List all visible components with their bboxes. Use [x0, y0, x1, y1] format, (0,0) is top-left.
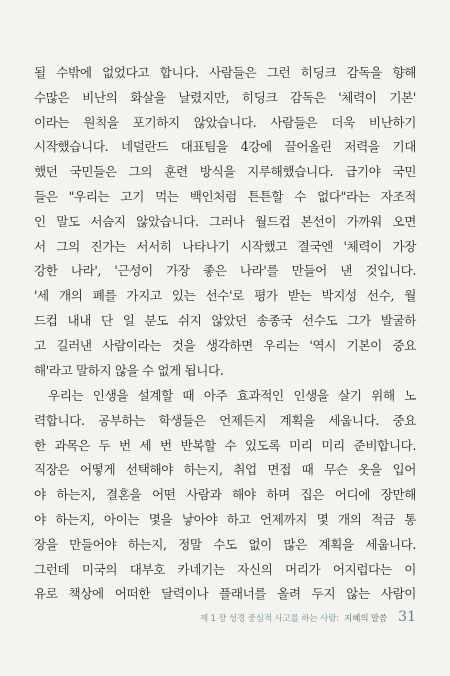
text-line: 했던 국민들은 그의 훈련 방식을 지루해했습니다. 급기야 국민: [34, 164, 416, 180]
text-line: 드컵 내내 단 일 분도 쉬지 않았던 송종국 선수도 그가 발굴하: [34, 312, 416, 328]
text-line: 강한 나라', '근성이 가장 좋은 나라'를 만들어 낸 것입니다.: [34, 263, 416, 279]
text-line: 인 말도 서슴지 않았습니다. 그러나 월드컵 본선이 가까워 오면: [34, 213, 416, 229]
text-line: '세 개의 폐를 가지고 있는 선수'로 평가 받는 박지성 선수, 월: [34, 288, 416, 304]
body-paragraph-1: [34, 61, 416, 383]
text-line: 고 길러낸 사람이라는 것을 생각하면 우리는 '역시 기본이 중요: [34, 337, 416, 353]
text-line: 력합니다. 공부하는 학생들은 언제든지 계획을 세웁니다. 중요: [34, 412, 416, 428]
text-line: 수많은 비난의 화살을 날렸지만, 히딩크 감독은 '체력이 기본': [34, 89, 416, 105]
text-line: 직장은 어떻게 선택해야 하는지, 취업 면접 때 무슨 옷을 입어: [34, 462, 416, 478]
footer-chapter-title: 제 1 장 성경 중심적 사고를 하는 사람:: [199, 614, 339, 624]
text-line: 야 하는지, 아이는 몇을 낳아야 하고 언제까지 몇 개의 적금 통: [34, 511, 416, 527]
text-line: 그런데 미국의 대부호 카네기는 자신의 머리가 어지럽다는 이: [34, 561, 416, 577]
text-line: 서 그의 진가는 서서히 나타나기 시작했고 결국엔 '체력이 가장: [34, 238, 416, 254]
text-line: 유로 책상에 어떠한 달력이나 플래너를 올려 두지 않는 사람이: [34, 586, 416, 602]
text-line: 해'라고 말하지 않을 수 없게 됩니다.: [34, 362, 224, 378]
running-footer: [0, 606, 416, 625]
text-line: 이라는 원칙을 포기하지 않았습니다. 사람들은 더욱 비난하기: [34, 114, 416, 130]
text-line: 될 수밖에 없었다고 합니다. 사람들은 그런 히딩크 감독을 향해: [34, 65, 416, 80]
text-line: 시작했습니다. 네덜란드 대표팀을 4강에 끌어올린 저력을 기대: [34, 139, 416, 155]
text-line: 장을 만들어야 하는지, 정말 수도 없이 많은 계획을 세웁니다.: [34, 536, 416, 552]
text-line: 야 하는지, 결혼을 어떤 사람과 해야 하며 집은 어디에 장만해: [34, 487, 416, 503]
text-line: 우리는 인생을 설계할 때 아주 효과적인 인생을 살기 위해 노: [48, 388, 416, 403]
footer-subtitle: 지혜의 말씀: [344, 614, 388, 624]
page-number: 31: [398, 609, 416, 625]
body-paragraph-2: [34, 384, 416, 607]
text-line: 들은 "우리는 고기 먹는 백인처럼 튼튼할 수 없다"라는 자조적: [34, 188, 416, 204]
text-line: 한 과목은 두 번 세 번 반복할 수 있도록 미리 미리 준비합니다.: [34, 437, 416, 453]
